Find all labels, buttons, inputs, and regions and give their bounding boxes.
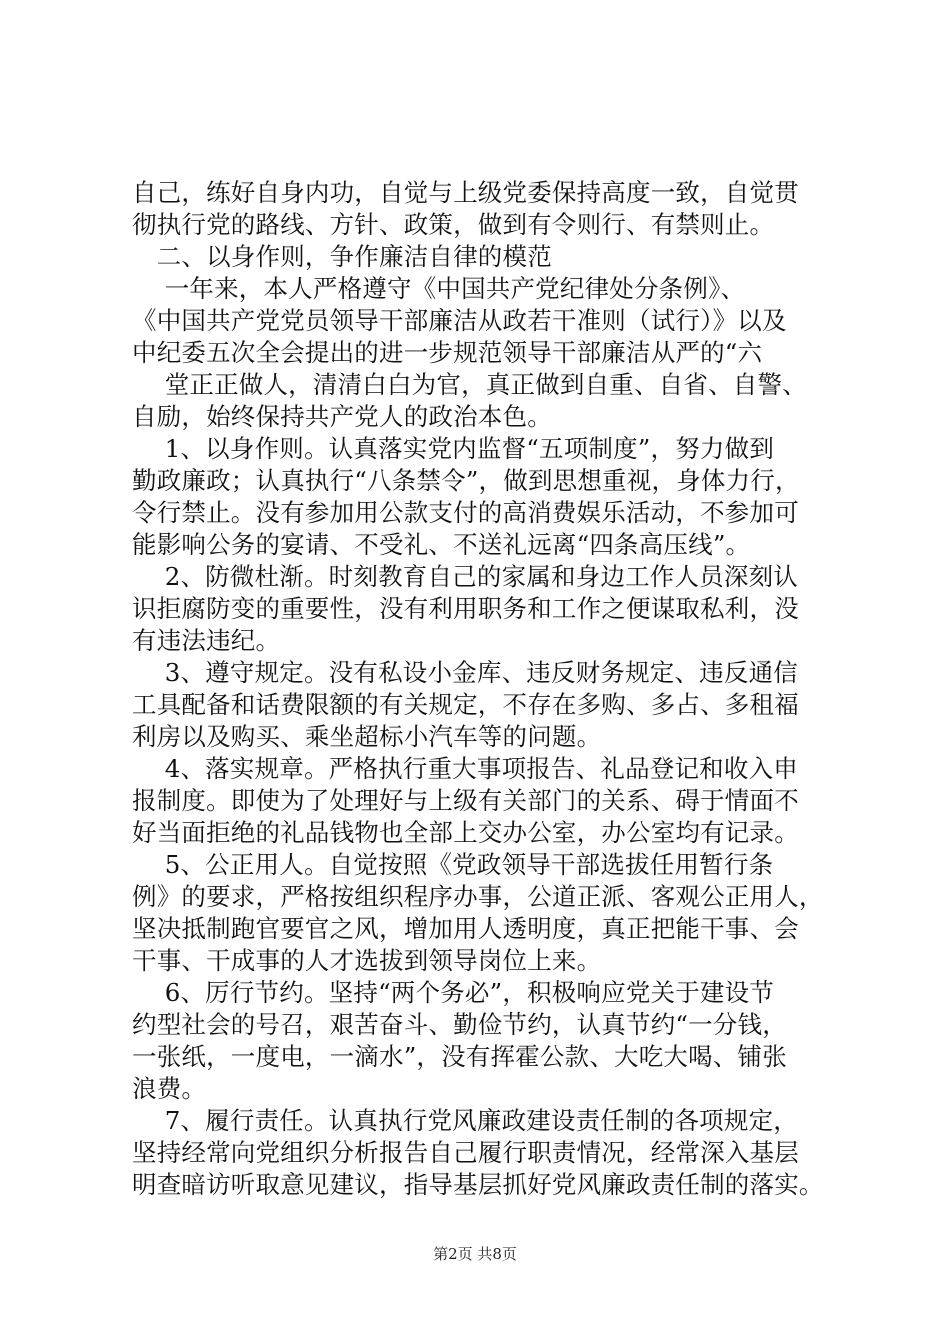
body-text-line: 5、公正用人。自觉按照《党政领导干部选拔任用暂行条: [132, 850, 774, 879]
body-text-line: 工具配备和话费限额的有关规定，不存在多购、多占、多租福: [132, 690, 799, 719]
body-text-line: 一张纸，一度电，一滴水”，没有挥霍公款、大吃大喝、铺张: [132, 1042, 787, 1071]
body-text-line: 7、履行责任。认真执行党风廉政建设责任制的各项规定，: [132, 1106, 798, 1135]
body-text-line: 能影响公务的宴请、不受礼、不送礼远离“四条高压线”。: [132, 530, 751, 559]
section-heading: 二、以身作则，争作廉洁自律的模范: [132, 242, 552, 271]
body-text-line: 堂正正做人，清清白白为官，真正做到自重、自省、自警、: [132, 370, 807, 399]
body-text-line: 勤政廉政；认真执行“八条禁令”，做到思想重视，身体力行，: [132, 466, 800, 495]
body-text-line: 自励，始终保持共产党人的政治本色。: [132, 402, 552, 431]
body-text-line: 一年来，本人严格遵守《中国共产党纪律处分条例》、: [132, 274, 746, 303]
body-text-line: 《中国共产党党员领导干部廉洁从政若干准则（试行）》以及: [132, 306, 787, 335]
body-text-line: 识拒腐防变的重要性，没有利用职务和工作之便谋取私利，没: [132, 594, 799, 623]
body-text-line: 干事、干成事的人才选拔到领导岗位上来。: [132, 946, 602, 975]
body-text-line: 3、遵守规定。没有私设小金库、违反财务规定、违反通信: [132, 658, 798, 687]
body-text-line: 例》的要求，严格按组织程序办事，公道正派、客观公正用人，: [132, 882, 824, 911]
body-text-line: 彻执行党的路线、方针、政策，做到有令则行、有禁则止。: [132, 210, 775, 239]
body-text-line: 坚决抵制跑官要官之风，增加用人透明度，真正把能干事、会: [132, 914, 799, 943]
body-text-line: 4、落实规章。严格执行重大事项报告、礼品登记和收入申: [132, 754, 798, 783]
body-text-line: 有违法违纪。: [132, 626, 281, 655]
body-text-line: 好当面拒绝的礼品钱物也全部上交办公室，办公室均有记录。: [132, 818, 799, 847]
body-text-line: 中纪委五次全会提出的进一步规范领导干部廉洁从严的“六: [132, 338, 763, 367]
body-text-line: 约型社会的号召，艰苦奋斗、勤俭节约，认真节约“一分钱，: [132, 1010, 787, 1039]
body-text-line: 令行禁止。没有参加用公款支付的高消费娱乐活动，不参加可: [132, 498, 799, 527]
body-text-line: 2、防微杜渐。时刻教育自己的家属和身边工作人员深刻认: [132, 562, 798, 591]
body-text-line: 坚持经常向党组织分析报告自己履行职责情况，经常深入基层: [132, 1138, 799, 1167]
body-text-line: 1、以身作则。认真落实党内监督“五项制度”，努力做到: [132, 434, 775, 463]
body-text-line: 6、厉行节约。坚持“两个务必”，积极响应党关于建设节: [132, 978, 775, 1007]
body-text-line: 自己，练好自身内功，自觉与上级党委保持高度一致，自觉贯: [132, 178, 799, 207]
body-text-line: 利房以及购买、乘坐超标小汽车等的问题。: [132, 722, 602, 751]
body-text-line: 浪费。: [132, 1074, 207, 1103]
body-text-line: 报制度。即使为了处理好与上级有关部门的关系、碍于情面不: [132, 786, 799, 815]
page-footer: 第2页 共8页: [433, 1245, 517, 1263]
body-text-line: 明查暗访听取意见建议，指导基层抓好党风廉政责任制的落实。: [132, 1170, 824, 1199]
